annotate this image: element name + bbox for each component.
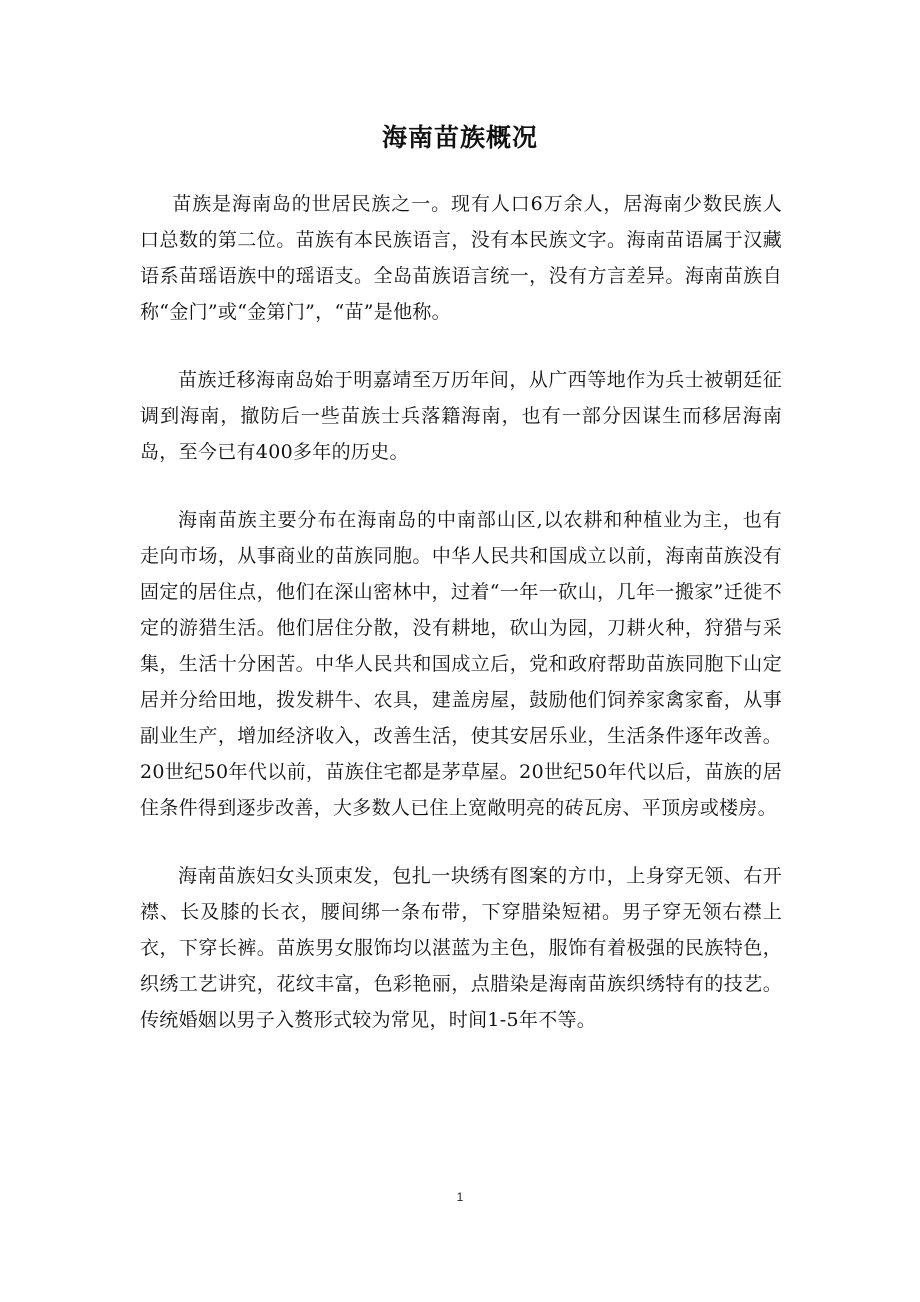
paragraph-migration: 苗族迁移海南岛始于明嘉靖至万历年间，从广西等地作为兵士被朝廷征调到海南，撤防后一些苗族士兵落籍海南，也有一部分因谋生而移居海南岛，至今已有400多年的历史。 <box>140 369 782 463</box>
page-number: 1 <box>456 1190 464 1204</box>
document-title: 海南苗族概况 <box>381 123 538 152</box>
document-body <box>140 186 782 1070</box>
paragraph-clothing: 海南苗族妇女头顶束发，包扎一块绣有图案的方巾，上身穿无领、右开襟、长及膝的长衣，腰间绑一条布带，下穿腊染短裙。男子穿无领右襟上衣，下穿长裤。苗族男女服饰均以湛蓝为主色，服饰有着极强的民族特色，织绣工艺讲究，花纹丰富，色彩艳丽，点腊染是海南苗族织绣特有的技艺。传统婚姻以男子入赘形式较为常见，时间1-5年不等。 <box>140 865 782 1031</box>
paragraph-overview: 苗族是海南岛的世居民族之一。现有人口6万余人，居海南少数民族人口总数的第二位。苗族有本民族语言，没有本民族文字。海南苗语属于汉藏语系苗瑶语族中的瑶语支。全岛苗族语言统一，没有方言差异。海南苗族自称“金门”或“金第门”，“苗”是他称。 <box>140 193 782 323</box>
paragraph-distribution: 海南苗族主要分布在海南岛的中南部山区,以农耕和种植业为主，也有走向市场，从事商业的苗族同胞。中华人民共和国成立以前，海南苗族没有固定的居住点，他们在深山密林中，过着“一年一砍山，几年一搬家”迁徙不定的游猎生活。他们居住分散，没有耕地，砍山为园，刀耕火种，狩猎与采集，生活十分困苦。中华人民共和国成立后，党和政府帮助苗族同胞下山定居并分给田地，拨发耕牛、农具，建盖房屋，鼓励他们饲养家禽家畜，从事副业生产，增加经济收入，改善生活，使其安居乐业，生活条件逐年改善。20世纪50年代以前，苗族住宅都是茅草屋。20世纪50年代以后，苗族的居住条件得到逐步改善，大多数人已住上宽敞明亮的砖瓦房、平顶房或楼房。 <box>140 509 782 819</box>
